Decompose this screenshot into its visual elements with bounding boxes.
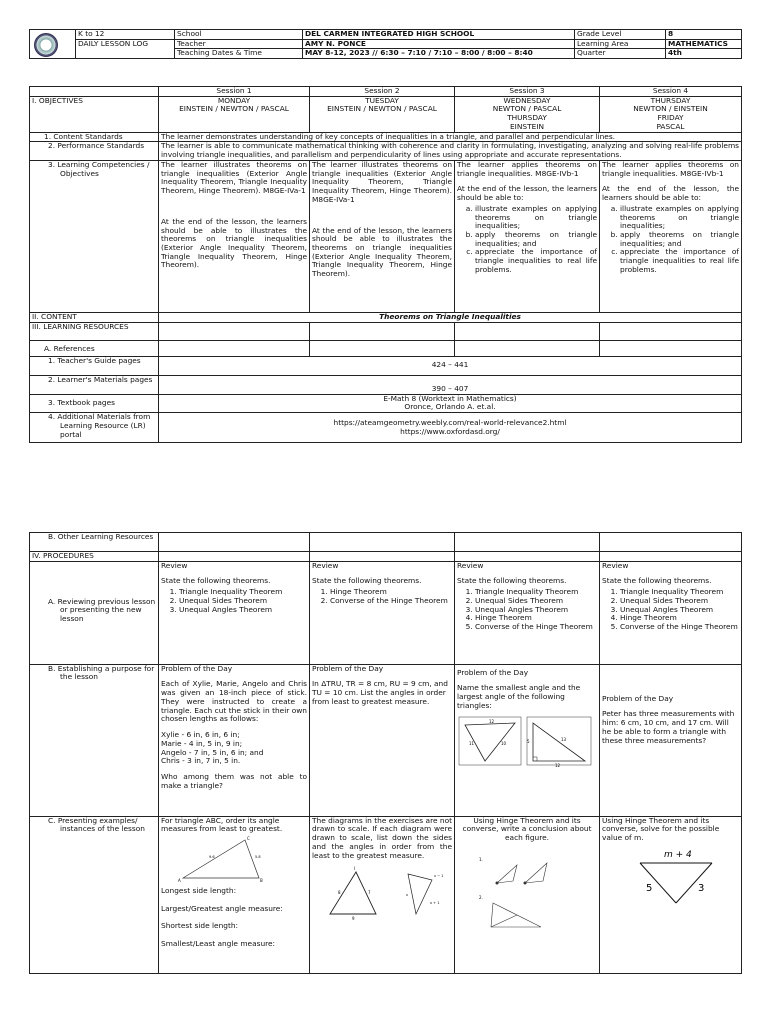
svg-text:x: x <box>406 893 409 898</box>
svg-text:12: 12 <box>555 762 561 768</box>
logo-cell <box>30 30 76 59</box>
link-oxfordasd[interactable]: https://www.oxfordasd.org/ <box>400 426 500 436</box>
session-1-header: Session 1 <box>159 87 310 97</box>
link-ateamgeometry[interactable]: https://ateamgeometry.weebly.com/real-world-relevance2.html <box>333 417 567 427</box>
dates-label: Teaching Dates & Time <box>175 49 303 59</box>
svg-text:5.8: 5.8 <box>255 855 261 860</box>
teacher-value: AMY N. PONCE <box>303 39 575 49</box>
svg-text:I: I <box>354 866 356 872</box>
session-3-header: Session 3 <box>455 87 600 97</box>
teacher-label: Teacher <box>175 39 303 49</box>
dll-label: DAILY LESSON LOG <box>76 39 175 58</box>
quarter-label: Quarter <box>575 49 666 59</box>
reviewing-label: A. Reviewing previous lesson or presenting the new lesson <box>30 561 159 664</box>
presenting-examples-label: C. Presenting examples/ instances of the lesson <box>30 816 159 973</box>
learning-resources-label: III. LEARNING RESOURCES <box>30 322 159 340</box>
dates-value: MAY 8-12, 2023 // 6:30 – 7:10 / 7:10 – 8:00 / 8:00 – 8:40 <box>303 49 575 59</box>
review-session-3: Review State the following theorems. 1. Triangle Inequality Theorem 2. Unequal Sides Theorem 3. Unequal Angles Theorem 4. Hinge Theorem 5. Converse of the Hinge Theorem <box>455 561 600 664</box>
examples-session-1: For triangle ABC, order its angle measures from least to greatest. C A B 9.6 5.8 Longest side length: Largest/Greatest angle measure: Shortest side length: Smallest/Least angle measure: <box>159 816 310 973</box>
triangle-abc-figure <box>161 834 309 884</box>
review-session-4: Review State the following theorems. 1. Triangle Inequality Theorem 2. Unequal Sides Theorem 3. Unequal Angles Theorem 4. Hinge Theorem 5. Converse of the Hinge Theorem <box>600 561 742 664</box>
school-value: DEL CARMEN INTEGRATED HIGH SCHOOL <box>303 30 575 40</box>
session-1-days: MONDAY EINSTEIN / NEWTON / PASCAL <box>159 96 310 132</box>
purpose-session-3: Problem of the Day Name the smallest angle and the largest angle of the following triangles: 12 11 10 13 5 12 <box>455 664 600 816</box>
k12-label: K to 12 <box>76 30 175 40</box>
svg-text:8: 8 <box>338 890 341 896</box>
review-session-1: Review State the following theorems. 1. Triangle Inequality Theorem 2. Unequal Sides Theorem 3. Unequal Angles Theorem <box>159 561 310 664</box>
svg-text:A: A <box>178 878 181 884</box>
svg-text:9: 9 <box>352 916 355 922</box>
triangles-figure <box>457 711 597 771</box>
procedures-label: IV. PROCEDURES <box>30 552 159 562</box>
svg-text:9.6: 9.6 <box>209 855 215 860</box>
label-five: 5 <box>646 882 653 894</box>
content-topic: Theorems on Triangle Inequalities <box>159 312 742 322</box>
lesson-table-page2 <box>29 532 742 974</box>
performance-standards-label: 2. Performance Standards <box>30 142 159 160</box>
svg-text:1.: 1. <box>479 856 483 862</box>
svg-text:10: 10 <box>501 740 507 746</box>
examples-session-4: Using Hinge Theorem and its converse, solve for the possible value of m. m + 4 5 3 <box>600 816 742 973</box>
svg-text:11: 11 <box>469 740 475 746</box>
references-label: A. References <box>30 340 159 356</box>
additional-materials-label: 4. Additional Materials from Learning Resource (LR) portal <box>30 413 159 443</box>
examples-session-3: Using Hinge Theorem and its converse, write a conclusion about each figure. 1. 2. <box>455 816 600 973</box>
header-table <box>29 29 742 59</box>
area-label: Learning Area <box>575 39 666 49</box>
svg-text:2.: 2. <box>479 894 483 900</box>
label-m-plus-4: m + 4 <box>664 849 692 860</box>
hinge-figures <box>457 843 597 933</box>
examples-session-2: The diagrams in the exercises are not drawn to scale. If each diagram were drawn to scale, list down the sides and the angles in order from the least to the greatest measure. I 8 7 9 x − 1 x + 1 x <box>310 816 455 973</box>
svg-text:5: 5 <box>527 738 530 744</box>
content-standards-label: 1. Content Standards <box>30 132 159 142</box>
session-2-days: TUESDAY EINSTEIN / NEWTON / PASCAL <box>310 96 455 132</box>
competency-session-2: The learner illustrates theorems on triangle inequalities (Exterior Angle Inequality Theorem, Triangle Inequality Theorem, Hinge Theorem). M8GE-IVa-1 At the end of the lesson, the learners should be able to illustrates the theorems on triangle inequalities (Exterior Angle Inequality Theorem, Triangle Inequality Theorem, Hinge Theorem). <box>310 160 455 312</box>
teachers-guide-label: 1. Teacher's Guide pages <box>30 356 159 375</box>
teachers-guide-pages: 424 – 441 <box>159 356 742 375</box>
review-session-2: Review State the following theorems. 1. Hinge Theorem 2. Converse of the Hinge Theorem <box>310 561 455 664</box>
grade-value: 8 <box>666 30 742 40</box>
svg-text:7: 7 <box>368 890 371 896</box>
textbook-value: E-Math 8 (Worktext in Mathematics) Oronce, Orlando A. et.al. <box>159 394 742 412</box>
performance-standards-text: The learner is able to communicate mathematical thinking with coherence and clarity in formulating, investigating, analyzing and solving real-life problems involving triangle inequalities, and parallelism and perpendicularity of lines using appropriate and accurate representations. <box>159 142 742 160</box>
learners-materials-pages: 390 – 407 <box>159 375 742 394</box>
competencies-label: 3. Learning Competencies / Objectives <box>30 160 159 312</box>
competency-session-3: The learner applies theorems on triangle inequalities. M8GE-IVb-1 At the end of the lesson, the learners should be able to: a. illustrate examples on applying theorems on triangle inequalities; b. apply theorems on triangle inequalities; and c. appreciate the importance of triangle inequalities to real life problems. <box>455 160 600 312</box>
purpose-session-1: Problem of the Day Each of Xylie, Marie, Angelo and Chris was given an 18-inch piece of stick. They were instructed to create a triangle. Each cut the stick in their own chosen lengths as follows: Xylie - 6 in, 6 in, 6 in; Marie - 4 in, 5 in, 9 in; Angelo - 7 in, 5 in, 6 in; and Chris - 3 in, 7 in, 5 in. Who among them was not able to make a triangle? <box>159 664 310 816</box>
learners-materials-label: 2. Learner's Materials pages <box>30 375 159 394</box>
svg-text:x + 1: x + 1 <box>430 901 440 906</box>
area-value: MATHEMATICS <box>666 39 742 49</box>
svg-text:13: 13 <box>561 736 567 742</box>
exercise-triangles-figure <box>312 860 452 924</box>
purpose-label: B. Establishing a purpose for the lesson <box>30 664 159 816</box>
content-label: II. CONTENT <box>30 312 159 322</box>
session-4-days: THURSDAY NEWTON / EINSTEIN FRIDAY PASCAL <box>600 96 742 132</box>
additional-materials-value <box>159 413 742 443</box>
textbook-label: 3. Textbook pages <box>30 394 159 412</box>
session-4-header: Session 4 <box>600 87 742 97</box>
objectives-label: I. OBJECTIVES <box>30 96 159 132</box>
hinge-m-figure <box>602 843 742 913</box>
purpose-session-4: Problem of the Day Peter has three measurements with him: 6 cm, 10 cm, and 17 cm. Will he be able to form a triangle with these three measurements? <box>600 664 742 816</box>
blank-corner <box>30 87 159 97</box>
svg-text:B: B <box>260 878 263 884</box>
content-standards-text: The learner demonstrates understanding of key concepts of inequalities in a triangle, and parallel and perpendicular lines. <box>159 132 742 142</box>
quarter-value: 4th <box>666 49 742 59</box>
svg-text:12: 12 <box>489 718 495 724</box>
competency-session-1: The learner illustrates theorems on triangle inequalities (Exterior Angle Inequality Theorem, Triangle Inequality Theorem, Hinge Theorem). M8GE-IVa-1 At the end of the lesson, the learners should be able to illustrates the theorems on triangle inequalities (Exterior Angle Inequality Theorem, Triangle Inequality Theorem, Hinge Theorem). <box>159 160 310 312</box>
competency-session-4-list: a. illustrate examples on applying theorems on triangle inequalities; b. apply theorems on triangle inequalities; and c. appreciate the importance of triangle inequalities to real life problems. <box>602 205 739 275</box>
school-label: School <box>175 30 303 40</box>
svg-text:x − 1: x − 1 <box>434 874 444 879</box>
purpose-session-2: Problem of the Day In ΔTRU, TR = 8 cm, RU = 9 cm, and TU = 10 cm. List the angles in order from least to greatest measure. <box>310 664 455 816</box>
svg-text:C: C <box>247 836 250 842</box>
session-3-days: WEDNESDAY NEWTON / PASCAL THURSDAY EINSTEIN <box>455 96 600 132</box>
competency-session-3-list: a. illustrate examples on applying theorems on triangle inequalities; b. apply theorems on triangle inequalities; and c. appreciate the importance of triangle inequalities to real life problems. <box>457 205 597 275</box>
lesson-table-page1 <box>29 86 742 443</box>
other-resources-label: B. Other Learning Resources <box>30 533 159 552</box>
grade-label: Grade Level <box>575 30 666 40</box>
competency-session-4: The learner applies theorems on triangle inequalities. M8GE-IVb-1 At the end of the lesson, the learners should be able to: a. illustrate examples on applying theorems on triangle inequalities; b. apply theorems on triangle inequalities; and c. appreciate the importance of triangle inequalities to real life problems. <box>600 160 742 312</box>
session-2-header: Session 2 <box>310 87 455 97</box>
label-three: 3 <box>698 882 705 894</box>
